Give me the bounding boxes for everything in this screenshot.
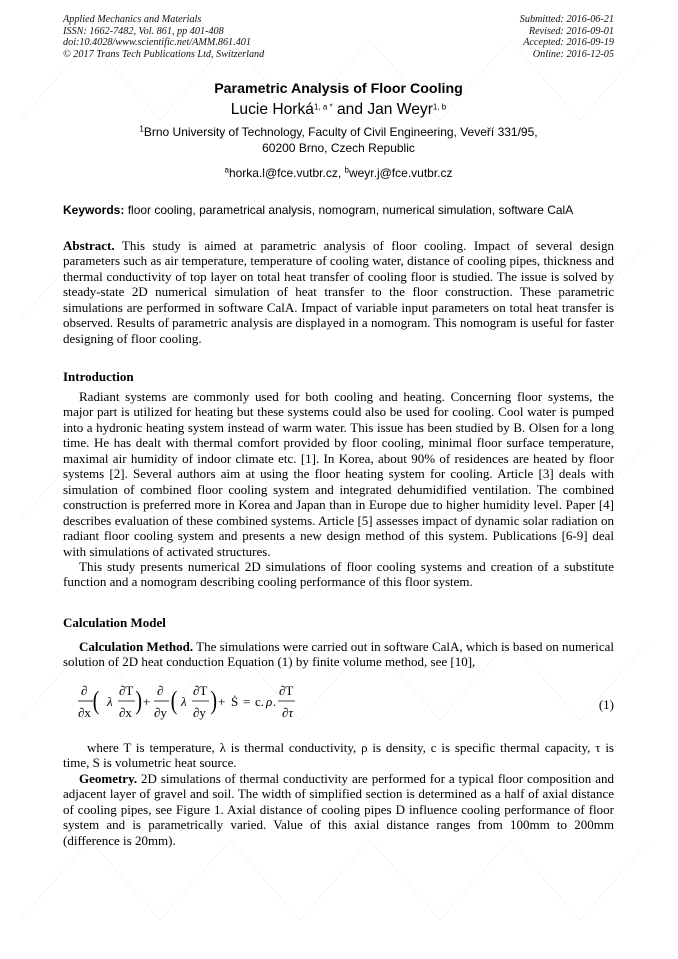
keywords — [63, 203, 623, 218]
svg-text:+: + — [143, 694, 151, 709]
author-line — [63, 99, 614, 120]
email-a: horka.l@fce.vutbr.cz, — [228, 166, 345, 180]
svg-text:λ: λ — [107, 694, 113, 709]
journal-issn: ISSN: 1662-7482, Vol. 861, pp 401-408 — [63, 25, 224, 37]
affiliation-line-1: Brno University of Technology, Faculty of Civil Engineering, Veveří 331/95, — [143, 125, 538, 139]
author-2-sup: 1, b — [432, 102, 447, 112]
author-1: Lucie Horká — [230, 101, 314, 118]
date-revised: Revised: 2016-09-01 — [528, 25, 614, 37]
affiliation-sup: 1 — [139, 124, 144, 134]
svg-text:∂T: ∂T — [119, 683, 134, 698]
abstract-label: Abstract. — [63, 238, 115, 253]
introduction-paragraph-1: Radiant systems are commonly used for both cooling and heating. Concerning floor systems, the major part is utilized for heating but these systems could also be used for cooling. Cool water is pumped into a hydronic heating system instead of warm water. This issue has been studied by B. Olsen for a long time. He has dealt with thermal comfort provided by floor cooling, minimal floor surface temperature, maximal air humidity of indoor climate etc. [1]. In Korea, about 90% of residences are heated by floor systems [2]. Several authors aim at using the floor heating system for cooling. Article [3] deals with simulation of combined floor cooling system and integrated dehumidified ventilation. The combined construction is preferred more in Korea and Japan than in Europe due to higher humidity level. Paper [4] describes evaluation of these combined systems. Article [5] assesses impact of dynamic solar radiation on radiant floor cooling system and presents a new design method of this system. Publications [6-9] deal with simulations of activated structures. — [63, 389, 614, 559]
svg-text:λ: λ — [181, 694, 187, 709]
equation-where-text: where T is temperature, λ is thermal conductivity, ρ is density, c is specific thermal capacity, τ is time, S is volumetric heat source. — [63, 740, 614, 771]
email-b-sup: b — [344, 165, 349, 175]
calculation-method — [63, 639, 614, 670]
author-1-sup: 1, a * — [313, 102, 333, 112]
svg-text:+: + — [218, 694, 226, 709]
email-a-sup: a — [224, 165, 229, 175]
geometry-text: 2D simulations of thermal conductivity are performed for a typical floor composition and adjacent layer of gravel and soil. The width of simplified section is determined as a half of axial distance of cooling pipes, see Figure 1. Axial distance of cooling pipes D influence cooling performance of floor system and is parametrically varied. Value of this axial distance ranges from 100mm to 200mm (difference is 20mm). — [63, 770, 614, 848]
abstract-text: This study is aimed at parametric analysis of floor cooling. Impact of several design parameters such as air temperature, temperature of cooling water, distance of cooling pipes, thickness and thermal conductivity of top layer on total heat transfer of cooling floor is studied. The issue is solved by steady-state 2D numerical simulation of heat transfer to the floor construction. These parametric simulations are performed in software CalA. Impact of variable input parameters on total heat transfer is observed. Results of parametric analysis are displayed in a nomogram. This nomogram is useful for faster designing of floor cooling. — [63, 238, 614, 346]
author-2: Jan Weyr — [367, 101, 433, 118]
journal-info — [63, 14, 264, 60]
svg-text:∂x: ∂x — [119, 705, 132, 720]
journal-doi: doi:10.4028/www.scientific.net/AMM.861.401 — [63, 37, 251, 48]
svg-text:(: ( — [92, 686, 100, 715]
svg-text:∂T: ∂T — [193, 683, 208, 698]
email-b: weyr.j@fce.vutbr.cz — [348, 166, 453, 180]
svg-text:∂y: ∂y — [154, 705, 167, 720]
affiliation — [63, 125, 614, 156]
svg-text:): ) — [210, 686, 217, 715]
calculation-method-label: Calculation Method. — [79, 639, 194, 654]
svg-text:.: . — [273, 694, 277, 709]
title-block — [63, 80, 614, 182]
date-accepted: Accepted: 2016-09-19 — [523, 37, 614, 48]
keywords-label: Keywords: — [63, 203, 125, 217]
introduction-body — [63, 389, 614, 590]
svg-text:∂T: ∂T — [279, 683, 294, 698]
svg-text:c.: c. — [255, 694, 265, 709]
journal-copyright: © 2017 Trans Tech Publications Ltd, Switzerland — [63, 48, 265, 60]
after-equation — [63, 740, 614, 848]
introduction-heading — [63, 369, 614, 384]
svg-text:∂τ: ∂τ — [282, 705, 294, 720]
calculation-method-text: The simulations were carried out in software CalA, which is based on numerical solution of 2D heat conduction Equation (1) by finite volume method, see [10], — [63, 639, 614, 670]
svg-text:∂: ∂ — [157, 683, 164, 698]
svg-text:): ) — [135, 686, 142, 715]
equation-number: (1) — [598, 697, 614, 712]
introduction-heading-text: Introduction — [63, 369, 134, 384]
author-and: and — [332, 101, 368, 118]
svg-text:(: ( — [170, 686, 178, 715]
svg-text:∂: ∂ — [81, 683, 88, 698]
keywords-text: floor cooling, parametrical analysis, nomogram, numerical simulation, software CalA — [124, 203, 574, 217]
date-online: Online: 2016-12-05 — [532, 48, 614, 60]
svg-text:Ṡ: Ṡ — [231, 694, 239, 709]
svg-text:∂y: ∂y — [193, 705, 206, 720]
calculation-model-heading-text: Calculation Model — [63, 615, 166, 630]
abstract — [63, 238, 614, 346]
svg-text:ρ: ρ — [266, 694, 273, 709]
svg-text:∂x: ∂x — [78, 705, 91, 720]
geometry-label: Geometry. — [79, 770, 138, 786]
svg-text:=: = — [243, 694, 251, 709]
introduction-paragraph-2: This study presents numerical 2D simulations of floor cooling systems and creation of a substitute function and a nomogram describing cooling performance of this floor system. — [63, 558, 614, 590]
paper-title: Parametric Analysis of Floor Cooling — [214, 81, 463, 97]
date-submitted: Submitted: 2016-06-21 — [519, 14, 614, 25]
affiliation-line-2: 60200 Brno, Czech Republic — [262, 140, 415, 155]
journal-name: Applied Mechanics and Materials — [63, 14, 202, 25]
email-line — [63, 166, 614, 182]
equation-1 — [63, 679, 614, 729]
publication-dates — [520, 14, 614, 60]
calculation-model-heading — [63, 615, 614, 630]
heat-conduction-equation — [77, 679, 407, 729]
